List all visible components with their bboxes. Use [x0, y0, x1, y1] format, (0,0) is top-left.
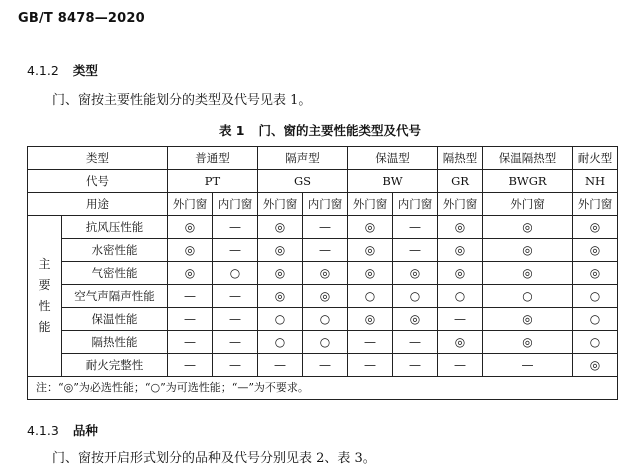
header-code-label: 代号: [28, 170, 168, 193]
section-4-1-2-heading: [27, 61, 98, 79]
requirement-cell: ○: [393, 285, 438, 308]
requirement-cell: —: [438, 354, 483, 377]
requirement-cell: —: [168, 308, 213, 331]
type-name-cell: 隔声型: [258, 147, 348, 170]
section-number: 4.1.3: [27, 423, 59, 438]
requirement-cell: ◎: [483, 331, 573, 354]
requirement-cell: ◎: [303, 285, 348, 308]
use-header-row: [28, 193, 618, 216]
type-code-cell: GR: [438, 170, 483, 193]
requirement-cell: —: [438, 308, 483, 331]
type-code-cell: BW: [348, 170, 438, 193]
header-type-label: 类型: [28, 147, 168, 170]
requirement-cell: ◎: [483, 239, 573, 262]
table-row: [28, 308, 618, 331]
requirement-cell: ○: [303, 308, 348, 331]
requirement-cell: ○: [573, 308, 618, 331]
table-note: 注：“◎”为必选性能；“○”为可选性能；“—”为不要求。: [28, 377, 618, 400]
requirement-cell: ◎: [303, 262, 348, 285]
performance-label: 耐火完整性: [62, 354, 168, 377]
requirement-cell: —: [168, 285, 213, 308]
requirement-cell: —: [393, 354, 438, 377]
requirement-cell: ◎: [258, 216, 303, 239]
table-row: [28, 262, 618, 285]
requirement-cell: ○: [348, 285, 393, 308]
requirement-cell: —: [168, 354, 213, 377]
type-code-cell: NH: [573, 170, 618, 193]
requirement-cell: ○: [573, 331, 618, 354]
use-cell: 外门窗: [168, 193, 213, 216]
section-number: 4.1.2: [27, 63, 59, 78]
requirement-cell: ◎: [393, 262, 438, 285]
table-caption: [0, 121, 640, 139]
use-cell: 内门窗: [303, 193, 348, 216]
paragraph-types-reference: 门、窗按主要性能划分的类型及代号见表 1。: [52, 93, 312, 108]
group-label-text: 主 要 性 能: [38, 257, 51, 334]
type-name-cell: 隔热型: [438, 147, 483, 170]
section-title: 类型: [72, 63, 98, 78]
requirement-cell: ◎: [348, 216, 393, 239]
requirement-cell: ◎: [393, 308, 438, 331]
requirement-cell: ◎: [168, 262, 213, 285]
table-row: [28, 331, 618, 354]
requirement-cell: —: [213, 354, 258, 377]
type-header-row: [28, 147, 618, 170]
use-cell: 外门窗: [573, 193, 618, 216]
requirement-cell: —: [393, 216, 438, 239]
use-cell: 内门窗: [393, 193, 438, 216]
table-row: [28, 239, 618, 262]
requirement-cell: —: [348, 354, 393, 377]
requirement-cell: —: [303, 216, 348, 239]
requirement-cell: ○: [303, 331, 348, 354]
requirement-cell: —: [213, 285, 258, 308]
requirement-cell: ◎: [573, 262, 618, 285]
standard-code: GB/T 8478—2020: [18, 11, 145, 26]
requirement-cell: ◎: [258, 262, 303, 285]
requirement-cell: ○: [483, 285, 573, 308]
requirement-cell: —: [348, 331, 393, 354]
requirement-cell: ◎: [168, 216, 213, 239]
performance-label: 水密性能: [62, 239, 168, 262]
performance-label: 气密性能: [62, 262, 168, 285]
requirement-cell: ◎: [348, 262, 393, 285]
table-row: [28, 354, 618, 377]
requirement-cell: —: [213, 239, 258, 262]
requirement-cell: —: [168, 331, 213, 354]
type-name-cell: 保温型: [348, 147, 438, 170]
note-row: [28, 377, 618, 400]
performance-label: 抗风压性能: [62, 216, 168, 239]
use-cell: 外门窗: [483, 193, 573, 216]
requirement-cell: ◎: [438, 331, 483, 354]
requirement-cell: ◎: [258, 239, 303, 262]
performance-label: 保温性能: [62, 308, 168, 331]
requirement-cell: —: [258, 354, 303, 377]
requirement-cell: —: [213, 308, 258, 331]
requirement-cell: —: [303, 354, 348, 377]
requirement-cell: ◎: [348, 239, 393, 262]
use-cell: 外门窗: [258, 193, 303, 216]
requirement-cell: ◎: [348, 308, 393, 331]
requirement-cell: ○: [258, 331, 303, 354]
section-4-1-3-heading: [27, 421, 98, 439]
type-name-cell: 普通型: [168, 147, 258, 170]
requirement-cell: ○: [258, 308, 303, 331]
requirement-cell: ◎: [483, 216, 573, 239]
requirement-cell: —: [483, 354, 573, 377]
table-row: [28, 285, 618, 308]
table-title: 门、窗的主要性能类型及代号: [258, 123, 422, 138]
requirement-cell: ◎: [168, 239, 213, 262]
table-number: 表 1: [218, 123, 245, 138]
requirement-cell: —: [213, 331, 258, 354]
use-cell: 外门窗: [438, 193, 483, 216]
requirement-cell: —: [213, 216, 258, 239]
paragraph-varieties-reference: 门、窗按开启形式划分的品种及代号分别见表 2、表 3。: [52, 451, 376, 466]
requirement-cell: ◎: [483, 308, 573, 331]
performance-label: 空气声隔声性能: [62, 285, 168, 308]
requirement-cell: ◎: [438, 262, 483, 285]
requirement-cell: ◎: [438, 239, 483, 262]
table-row: [28, 216, 618, 239]
requirement-cell: ○: [438, 285, 483, 308]
group-label-main-performance: [28, 216, 62, 377]
header-use-label: 用途: [28, 193, 168, 216]
use-cell: 内门窗: [213, 193, 258, 216]
requirement-cell: ◎: [438, 216, 483, 239]
type-code-cell: BWGR: [483, 170, 573, 193]
section-title: 品种: [72, 423, 98, 438]
requirement-cell: —: [393, 331, 438, 354]
type-code-cell: GS: [258, 170, 348, 193]
use-cell: 外门窗: [348, 193, 393, 216]
requirement-cell: ◎: [573, 239, 618, 262]
requirement-cell: —: [303, 239, 348, 262]
requirement-cell: ◎: [573, 354, 618, 377]
type-code-cell: PT: [168, 170, 258, 193]
performance-type-table: [27, 146, 618, 400]
type-name-cell: 保温隔热型: [483, 147, 573, 170]
requirement-cell: ◎: [483, 262, 573, 285]
requirement-cell: ○: [213, 262, 258, 285]
requirement-cell: ◎: [258, 285, 303, 308]
performance-label: 隔热性能: [62, 331, 168, 354]
requirement-cell: ○: [573, 285, 618, 308]
type-name-cell: 耐火型: [573, 147, 618, 170]
requirement-cell: ◎: [573, 216, 618, 239]
code-header-row: [28, 170, 618, 193]
requirement-cell: —: [393, 239, 438, 262]
